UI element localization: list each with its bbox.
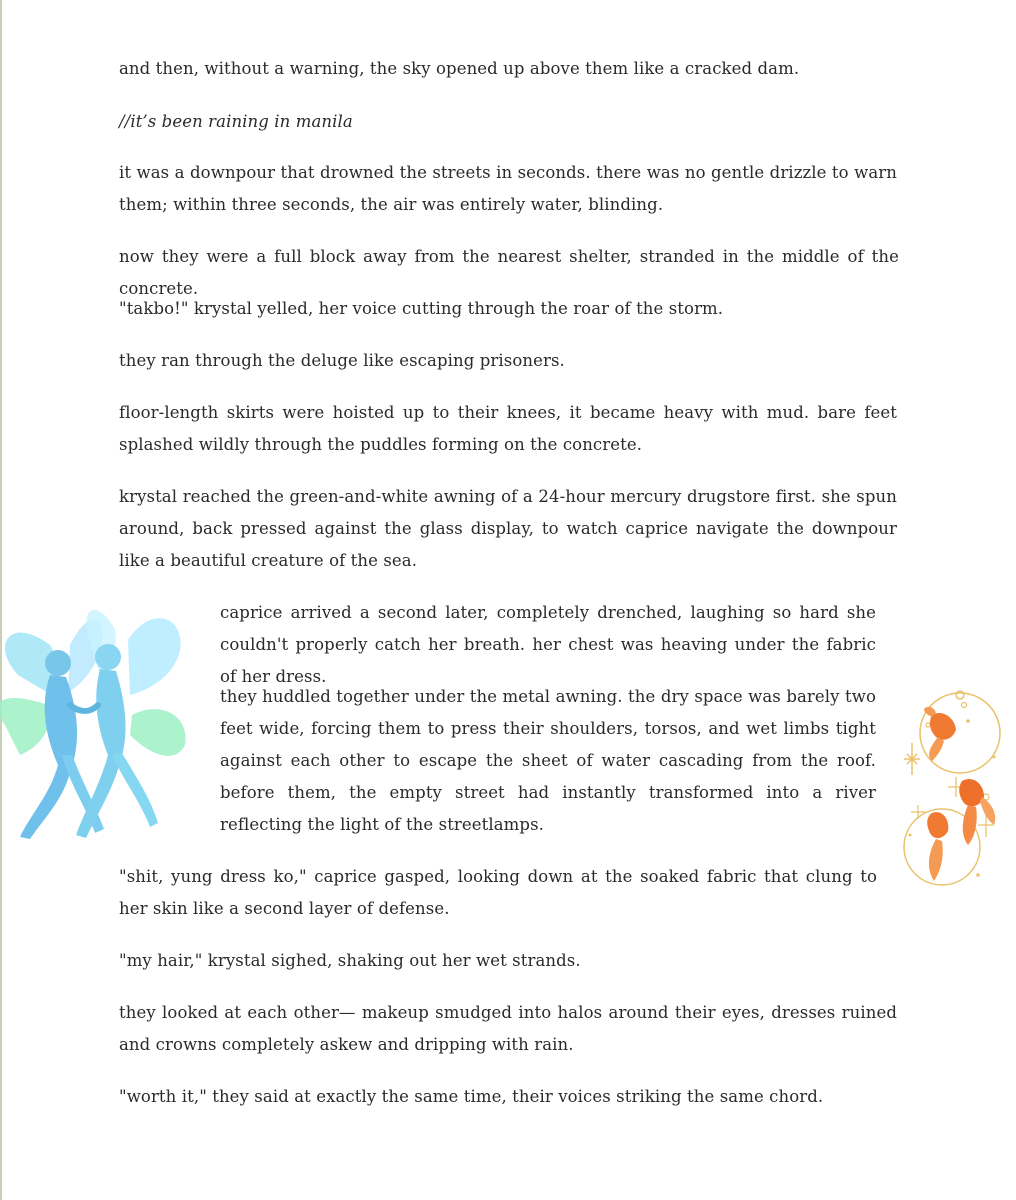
story-paragraph-13: they looked at each other— makeup smudged into halos around their eyes, dresses ruined and crowns completely askew and dripping with rain. — [119, 1003, 897, 1054]
story-paragraph-12: "my hair," krystal sighed, shaking out her wet strands. — [119, 951, 581, 970]
story-paragraph-4: now they were a full block away from the nearest shelter, stranded in the middle of the concrete. — [119, 247, 899, 298]
story-paragraph-9: caprice arrived a second later, completely drenched, laughing so hard she couldn't properly catch her breath. her chest was heaving under the fabric of her dress. — [220, 603, 876, 686]
goldfish-illustration — [898, 685, 1010, 900]
story-paragraph-7: floor-length skirts were hoisted up to their knees, it became heavy with mud. bare feet splashed wildly through the puddles forming on the concrete. — [119, 403, 897, 454]
fairies-illustration — [0, 605, 200, 845]
story-paragraph-1: and then, without a warning, the sky opened up above them like a cracked dam. — [119, 59, 800, 78]
story-paragraph-3: it was a downpour that drowned the streets in seconds. there was no gentle drizzle to warn them; within three seconds, the air was entirely water, blinding. — [119, 163, 897, 214]
story-paragraph-5: "takbo!" krystal yelled, her voice cutting through the roar of the storm. — [119, 299, 724, 318]
story-paragraph-10: they huddled together under the metal awning. the dry space was barely two feet wide, forcing them to press their shoulders, torsos, and wet limbs tight against each other to escape the sheet of water cascading from the roof. before them, the empty street had instantly transformed into a river reflecting the light of the streetlamps. — [220, 687, 876, 834]
story-paragraph-11: "shit, yung dress ko," caprice gasped, looking down at the soaked fabric that clung to her skin like a second layer of defense. — [119, 867, 877, 918]
story-paragraph-8: krystal reached the green-and-white awning of a 24-hour mercury drugstore first. she spun around, back pressed against the glass display, to watch caprice navigate the downpour like a beautiful creature of the sea. — [119, 487, 897, 570]
story-paragraph-6: they ran through the deluge like escaping prisoners. — [119, 351, 565, 370]
story-paragraph-14: "worth it," they said at exactly the same time, their voices striking the same chord. — [119, 1087, 824, 1106]
story-epigraph: //it’s been raining in manila — [119, 112, 353, 131]
